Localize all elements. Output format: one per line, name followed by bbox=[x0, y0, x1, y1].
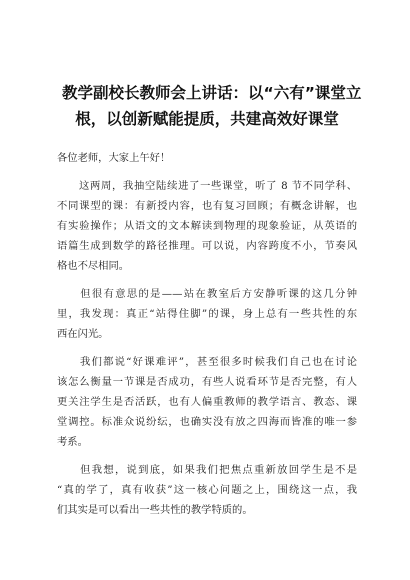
greeting-paragraph bbox=[57, 148, 357, 168]
text-line: 这两周，我抽空陆续进了一些课堂，听了 8 节不同学科、 bbox=[57, 180, 357, 192]
text-line: 但我想，说到底，如果我们把焦点重新放回学生是不是 bbox=[57, 464, 357, 476]
paragraph-3 bbox=[57, 352, 357, 452]
title-line: 教学副校长教师会上讲话：以“六有”课堂立 bbox=[62, 84, 362, 102]
text-line: 们其实是可以看出一些共性的教学特质的。 bbox=[57, 504, 253, 516]
text-line: 该怎么衡量一节课是否成功，有些人说看环节是否完整，有人 bbox=[57, 376, 357, 388]
text-line: 不同课型的课：有新授内容，也有复习回顾；有概念讲解，也 bbox=[57, 200, 357, 212]
document-body bbox=[57, 148, 357, 528]
text-line: 堂调控。标准众说纷纭，也确实没有放之四海而皆准的唯一参 bbox=[57, 416, 357, 428]
text-line: 但很有意思的是——站在教室后方安静听课的这几分钟 bbox=[57, 288, 357, 300]
paragraph-4 bbox=[57, 460, 357, 520]
text-line: “真的学了，真有收获”这一核心问题之上，围绕这一点，我 bbox=[57, 484, 357, 496]
text-line: 语篇生成到数学的路径推理。可以说，内容跨度不小，节奏风 bbox=[57, 240, 357, 252]
text-line: 更关注学生是否活跃，也有人偏重教师的教学语言、教态、课 bbox=[57, 396, 357, 408]
text-line: 格也不尽相同。 bbox=[57, 260, 130, 272]
text-line: 西在闪光。 bbox=[57, 328, 109, 340]
text-line: 考系。 bbox=[57, 436, 88, 448]
greeting-text: 各位老师，大家上午好！ bbox=[57, 152, 171, 164]
paragraph-2 bbox=[57, 284, 357, 344]
document-title bbox=[62, 80, 362, 132]
title-line: 根，以创新赋能提质，共建高效好课堂 bbox=[75, 110, 339, 128]
text-line: 有实验操作；从语文的文本解读到物理的现象验证，从英语的 bbox=[57, 220, 357, 232]
text-line: 我们都说“好课难评”，甚至很多时候我们自己也在讨论 bbox=[57, 356, 357, 368]
paragraph-1 bbox=[57, 176, 357, 276]
text-line: 里，我发现：真正“站得住脚”的课，身上总有一些共性的东 bbox=[57, 308, 357, 320]
